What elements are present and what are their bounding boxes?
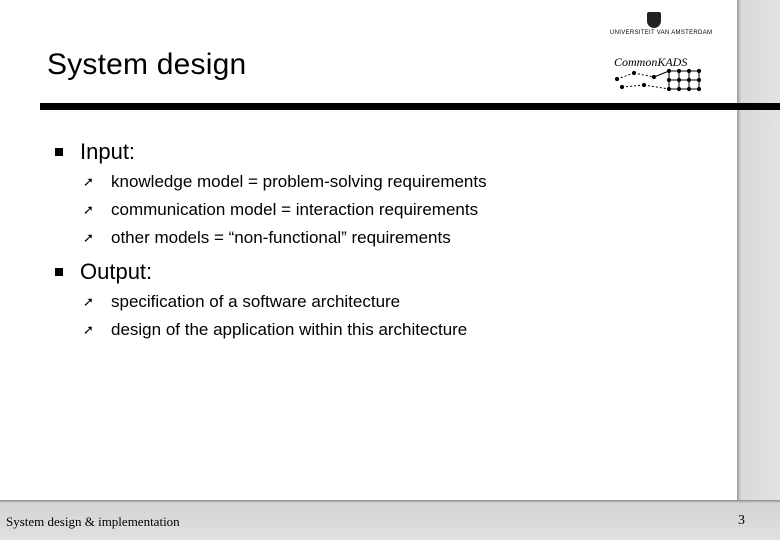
arrow-bullet-icon: ➚ (83, 202, 94, 217)
square-bullet-icon (55, 148, 63, 156)
university-logo (610, 12, 713, 38)
list-item (83, 228, 451, 248)
arrow-bullet-icon: ➚ (83, 322, 94, 337)
section-label-input: Input: (80, 139, 136, 164)
list-item-text: communication model = interaction requirements (111, 200, 479, 219)
right-border-strip (737, 0, 780, 540)
section-label-output: Output: (80, 259, 153, 284)
slide-title: System design (47, 48, 247, 81)
title-divider (40, 103, 780, 110)
commonkads-logo (614, 55, 704, 95)
arrow-bullet-icon: ➚ (83, 174, 94, 189)
list-item (83, 292, 400, 312)
footer-title: System design & implementation (6, 514, 180, 529)
list-item (83, 320, 467, 340)
university-shield-icon (647, 12, 661, 28)
commonkads-network-icon (614, 67, 704, 93)
list-item (83, 200, 478, 220)
list-item-text: knowledge model = problem-solving requirements (111, 172, 487, 191)
square-bullet-icon (55, 268, 63, 276)
arrow-bullet-icon: ➚ (83, 230, 94, 245)
list-item (83, 172, 487, 192)
university-logo-text: UNIVERSITEIT VAN AMSTERDAM (610, 30, 713, 36)
commonkads-logo-text: CommonKADS (614, 55, 688, 69)
page-number: 3 (738, 513, 745, 528)
list-item-text: specification of a software architecture (111, 292, 401, 311)
list-item-text: other models = “non-functional” requirements (111, 228, 451, 247)
list-item-text: design of the application within this architecture (111, 320, 468, 339)
arrow-bullet-icon: ➚ (83, 294, 94, 309)
